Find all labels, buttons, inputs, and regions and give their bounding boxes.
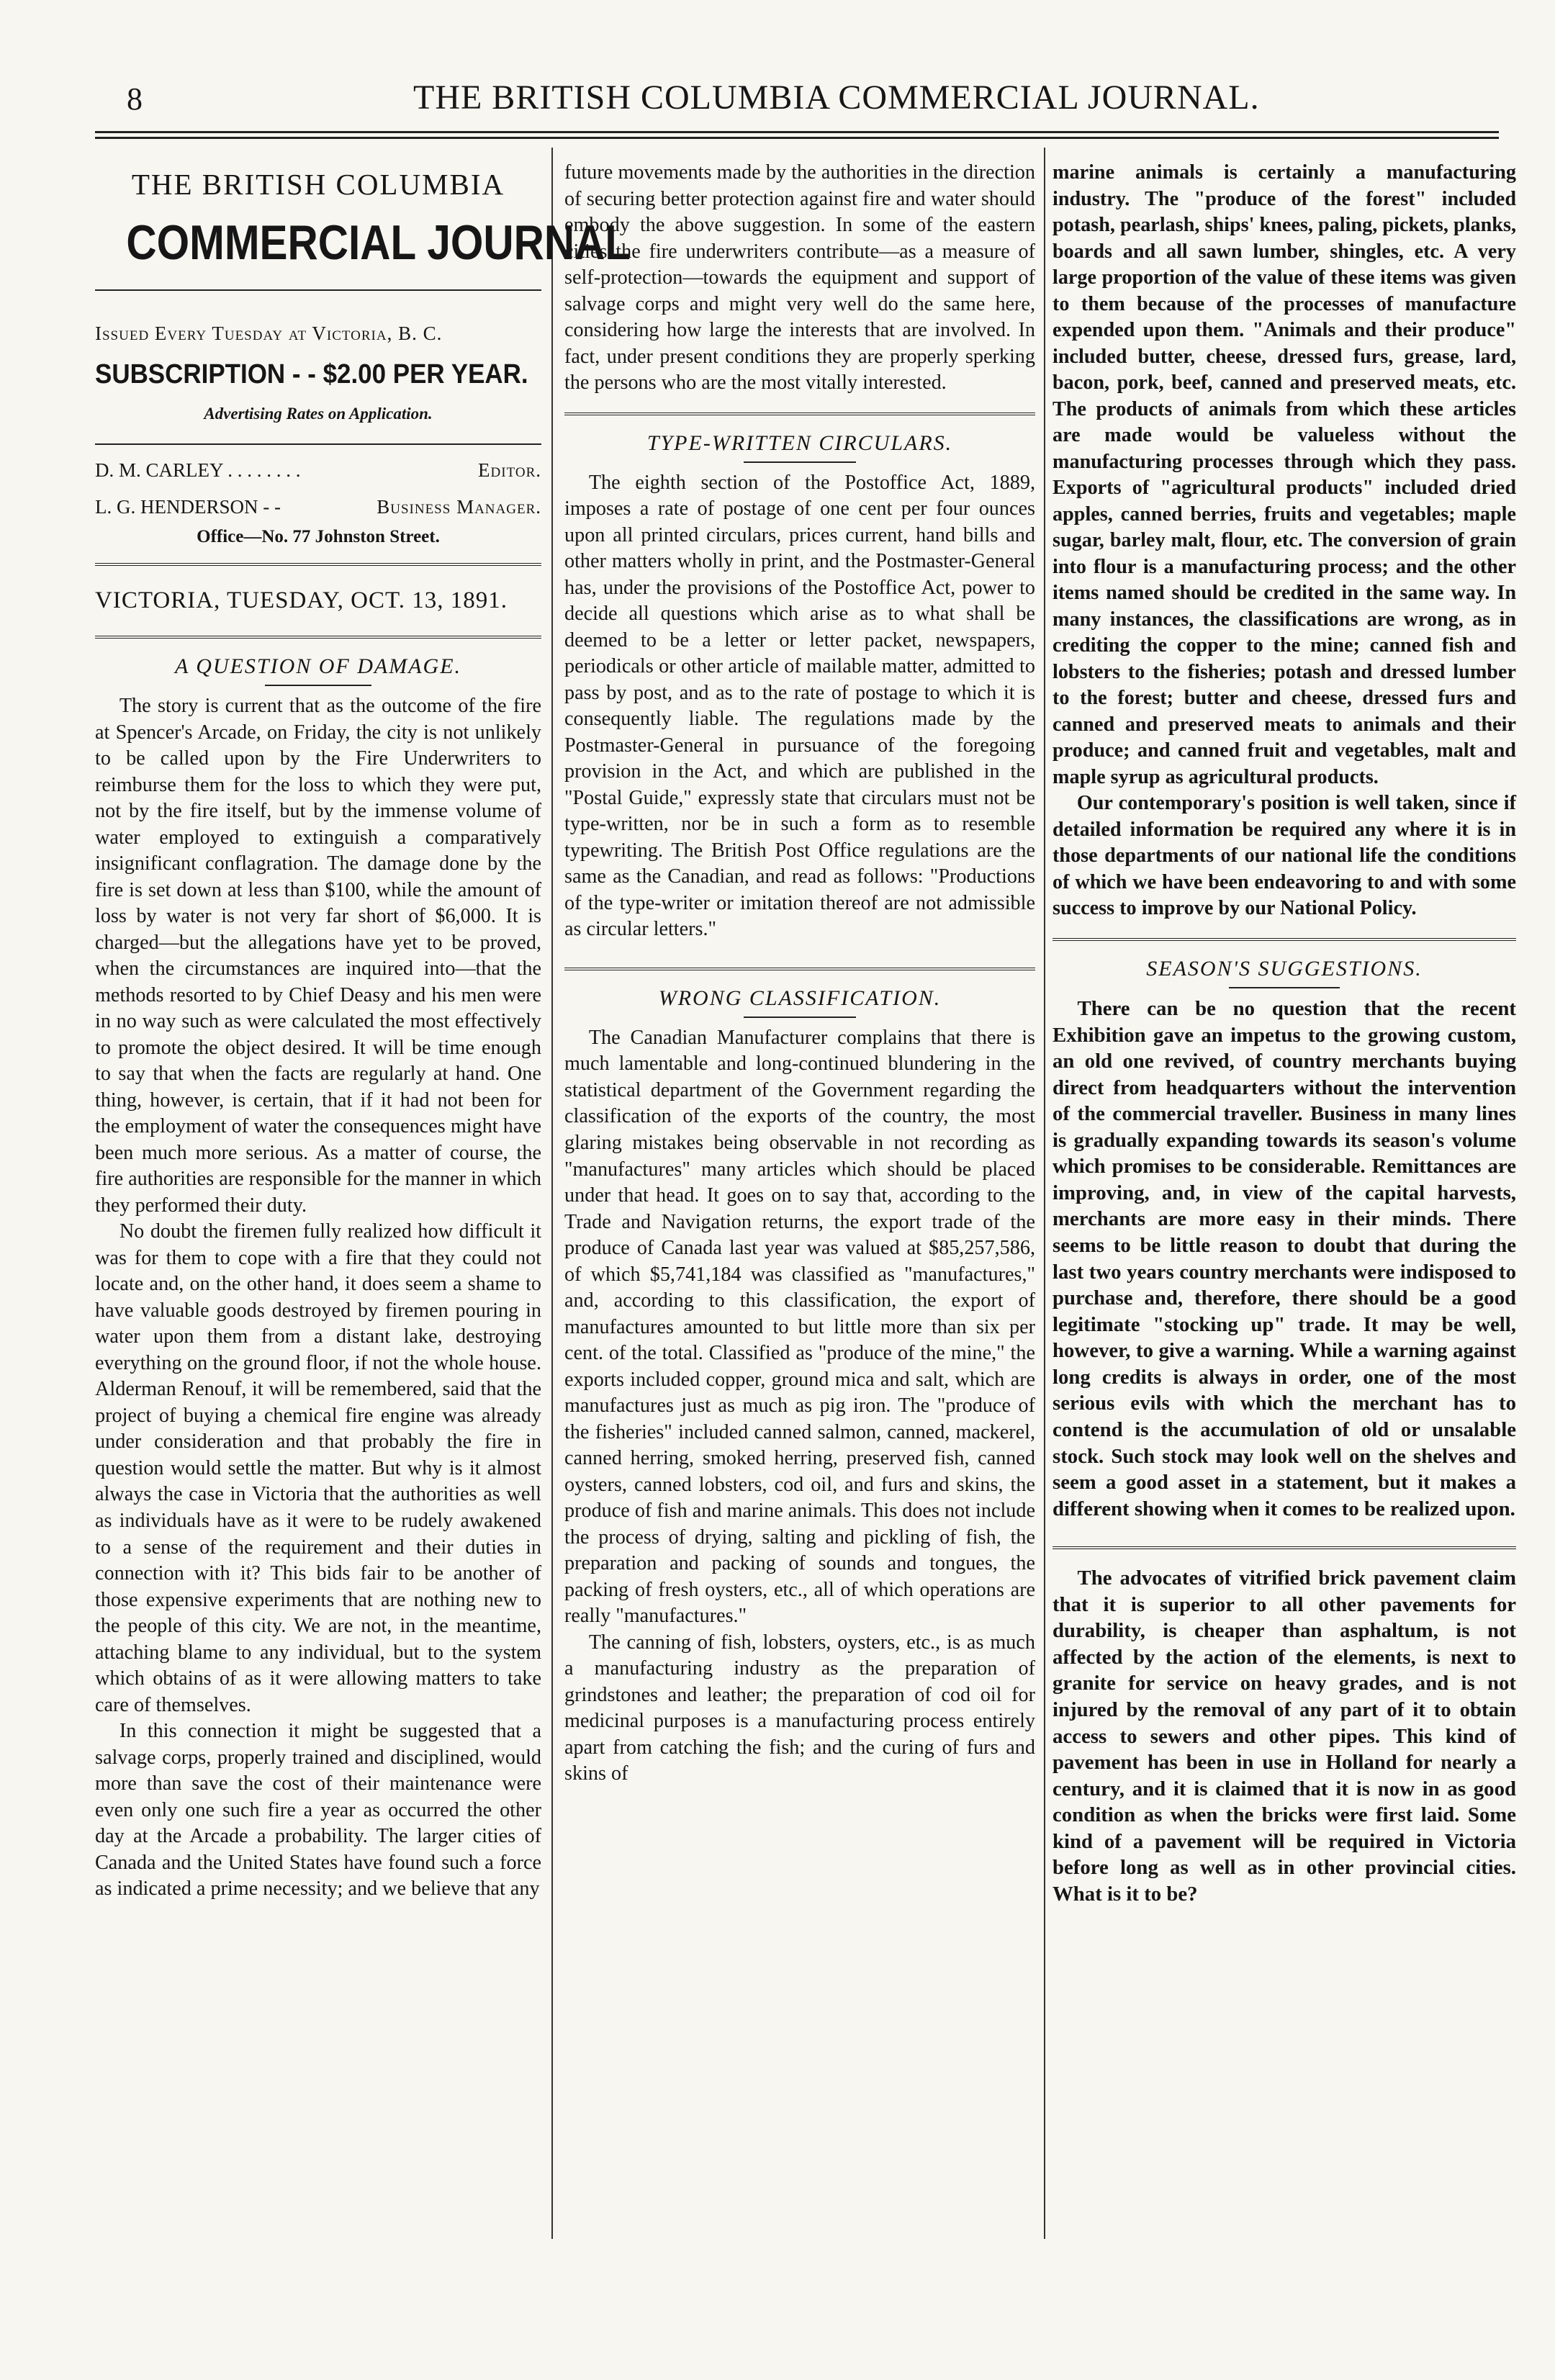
article-paragraph: No doubt the firemen fully realized how difficult it was for them to cope with a fire that they could not locate and, on the other hand, it does seem a shame to have valuable goods destroyed by firemen pouring in water upon them from a distant lake, destroying everything on the ground floor, if not the whole house. Alderman Renouf, it will be remembered, said that the project of buying a chemical fire engine was already under consideration and that probably the fire in question would settle the matter. But why is it almost always the case in Victoria that the authorities as well as individuals have as it were to be rudely awakened to a sense of the requirement and their duties in connection with it? This bids fair to be another of those expensive experiments that are nothing new to the people of this city. We are not, in the meantime, attaching blame to any individual, but to the system which obtains of as it were allowing matters to take care of themselves. [95,1220,541,1716]
staff-manager [95,496,541,518]
article-vitrified-brick [1053,1565,1516,1907]
article-paragraph: The canning of fish, lobsters, oysters, etc., is as much a manufacturing industry as the preparation of grindstones and leather; the preparation of cod oil for medicinal purposes is a manufacturing process entirely apart from catching the fish; and the curing of furs and skins of [564,1631,1035,1785]
article-paragraph: The Canadian Manufacturer complains that there is much lamentable and long-continued blundering in the statistical department of the Government regarding the classification of the exports of the country, the most glaring mistakes being observable in not recording as "manufactures" many articles which should be placed under that head. It goes on to say that, according to the Trade and Navigation returns, the export trade of the produce of Canada last year was valued at $85,257,586, of which $5,741,184 was classified as "manufactures," and, according to this classification, the export of manufactures amounted to but little more than six per cent. of the total. Classified as "produce of the mine," the exports included copper, ground mica and salt, which are manufactures just as much as pig iron. The "produce of the fisheries" included canned salmon, canned, mackerel, canned herring, smoked herring, preserved fish, canned oysters, canned lobsters, cod oil, and furs and skins, the produce of fish and marine animals. This does not include the process of drying, salting and pickling of fish, the preparation and packing of sounds and tongues, the packing of fresh oysters, etc., all of which operations are really "manufactures." [564,1026,1035,1628]
dateline: VICTORIA, TUESDAY, OCT. 13, 1891. [95,587,508,613]
masthead [95,167,631,639]
article-type-written-circulars [564,431,1035,943]
masthead-title-line2: COMMERCIAL JOURNAL [126,215,631,270]
column-rule-2 [1044,148,1045,2239]
section-double-rule [564,968,1035,970]
article-wrong-classification [564,986,1035,1788]
article-heading: A QUESTION OF DAMAGE. [174,654,462,678]
column-rule-1 [551,148,553,2239]
masthead-advertising: Advertising Rates on Application. [204,405,433,423]
article-heading: SEASON'S SUGGESTIONS. [1146,956,1423,981]
article-paragraph: The advocates of vitrified brick pavement claim that it is superior to all other pavements for durability, is cheaper than asphaltum, is not affected by the action of the elements, is next to granite for service on heavy grades, and is not injured by the removal of any part of it to obtain access to sewers and other pipes. This kind of pavement has been in use in Holland for nearly a century, and it is claimed that it is now in as good condition as when the bricks were first laid. Some kind of a pavement will be required in Victoria before long as well as in other provincial cities. What is it to be? [1053,1567,1516,1906]
staff-editor-name: D. M. CARLEY . . . . . . . . [95,459,301,481]
masthead-issued: Issued Every Tuesday at Victoria, B. C. [95,323,443,344]
heading-rule [744,461,857,463]
article-paragraph: The story is current that as the outcome of the fire at Spencer's Arcade, on Friday, the city is not unlikely to be called upon by the Fire Underwriters to reimburse them for the loss to which they were put, not by the fire itself, but by the immense volume of water employed to extinguish a comparatively insignificant conflagration. The damage done by the fire is set down at less than $100, while the amount of loss by water is not very far short of $6,000. It is charged—but the allegations have yet to be proved, when the circumstances are inquired into—that the methods resorted to by Chief Deasy and his men were in no way such as were calculated the most effectively to promote the object desired. It will be time enough to say that when the facts are regularly at hand. One thing, however, is certain, that if it had not been for the employment of water the consequences might have been much more serious. As a matter of course, the fire authorities are responsible for the manner in which they performed their duty. [95,695,541,1217]
section-double-rule [1053,938,1516,941]
header-rule-top [95,131,1499,133]
dateline-double-rule [95,636,541,639]
page-number: 8 [127,81,143,117]
article-paragraph: In this connection it might be suggested that a salvage corps, properly trained and disciplined, would more than save the cost of their maintenance were even only one such fire a year as occurred the other day at the Arcade a probability. The larger cities of Canada and the United States have found such a force as indicated a prime necessity; and we believe that any [95,1720,541,1901]
heading-rule [744,1017,857,1018]
article-continuation: marine animals is certainly a manufacturing industry. The "produce of the forest" included potash, pearlash, ships' knees, paling, pickets, planks, boards and all sawn lumber, shingles, etc. A very large proportion of the value of these items was given to them because of the processes of manufacture expended upon them. "Animals and their produce" included butter, cheese, dressed furs, grease, lard, bacon, pork, beef, canned and preserved meats, etc. The products of animals from which these articles are made would be valueless without the manufacturing processes through which they pass. Exports of "agricultural products" included dried apples, canned berries, fruits and vegetables; maple sugar, barley malt, flour, etc. The conversion of grain into flour is a manufacturing process; and the other items named should be credited in the same way. In many instances, the classifications are wrong, as in crediting the copper to the mine; canned fish and lobsters to the fisheries; potash and dressed lumber to the forest; butter and cheese, dressed furs and canned and preserved meats to animals and their produce; and canned fruit and vegetables, malt and maple syrup as agricultural products. [1053,161,1516,788]
heading-rule [1229,987,1340,988]
article-seasons-suggestions [1053,957,1516,1522]
heading-rule [265,685,372,686]
masthead-title-line1: THE BRITISH COLUMBIA [131,168,505,201]
article-question-of-damage [95,654,541,1903]
column-1 [95,160,631,1927]
running-title: THE BRITISH COLUMBIA COMMERCIAL JOURNAL. [413,78,1260,117]
masthead-rule [95,289,541,291]
masthead-double-rule [95,563,541,566]
section-double-rule [564,413,1035,415]
article-heading: TYPE-WRITTEN CIRCULARS. [646,431,953,455]
masthead-rule-2 [95,443,541,445]
article-continuation: future movements made by the authorities in the direction of securing better protection against fire and water should embody the above suggestion. In some of the eastern cities the fire underwriters contribute—as a measure of self-protection—towards the equipment and support of salvage corps and might very well do the same here, considering how large the interests that are involved. In fact, under present conditions they are properly sperking the persons who are the most vitally interested. [564,161,1035,395]
column-2 [564,160,1035,1812]
article-paragraph: There can be no question that the recent Exhibition gave an impetus to the growing custom, an old one revived, of country merchants buying direct from headquarters without the intervention of the commercial traveller. Business in many lines is gradually expanding towards its season's volume which promises to be considerable. Remittances are improving, and, in view of the capital harvests, merchants are more easy in their minds. There seems to be little reason to doubt that during the last two years country merchants were indisposed to purchase and, therefore, there should be a good legitimate "stocking up" trade. It may be well, however, to give a warning. While a warning against long credits is always in order, one of the most serious evils with which the merchant has to contend is the accumulation of old or unsalable stock. Such stock may look well on the shelves and seem a good asset in a statement, but it makes a different showing when it comes to be realized upon. [1053,996,1516,1520]
article-paragraph: The eighth section of the Postoffice Act, 1889, imposes a rate of postage of one cent per four ounces upon all printed circulars, prices current, hand bills and other matters wholly in print, and the Postmaster-General has, under the provisions of the Postoffice Act, power to decide all questions which arise as to what shall be deemed to be a letter or letter packet, newspapers, periodicals or other article of mailable matter, admitted to pass by post, and as to the rate of postage to which it is consequently liable. The regulations made by the Postmaster-General in pursuance of the foregoing provision in the Act, and which are published in the "Postal Guide," expressly state that circulars must not be type-written, nor be in such a form as to resemble typewriting. The British Post Office regulations are the same as the Canadian, and read as follows: "Productions of the type-writer or imitation thereof are not admissible as circular letters." [564,471,1035,941]
section-double-rule [1053,1546,1516,1549]
masthead-subscription: SUBSCRIPTION - - $2.00 PER YEAR. [95,359,528,389]
article-paragraph: Our contemporary's position is well taken, since if detailed information be required any where it is in those departments of our national life the conditions of which we have been endeavoring to and with some success to improve by our National Policy. [1053,792,1516,920]
article-heading: WRONG CLASSIFICATION. [658,986,942,1010]
column-3 [1053,160,1516,1932]
staff-editor-role: Editor. [478,459,541,481]
masthead-office: Office—No. 77 Johnston Street. [197,527,440,546]
header-rule-bottom [95,137,1499,139]
staff-editor [95,459,541,482]
staff-manager-name: L. G. HENDERSON - - [95,496,281,518]
staff-manager-role: Business Manager. [377,496,541,518]
